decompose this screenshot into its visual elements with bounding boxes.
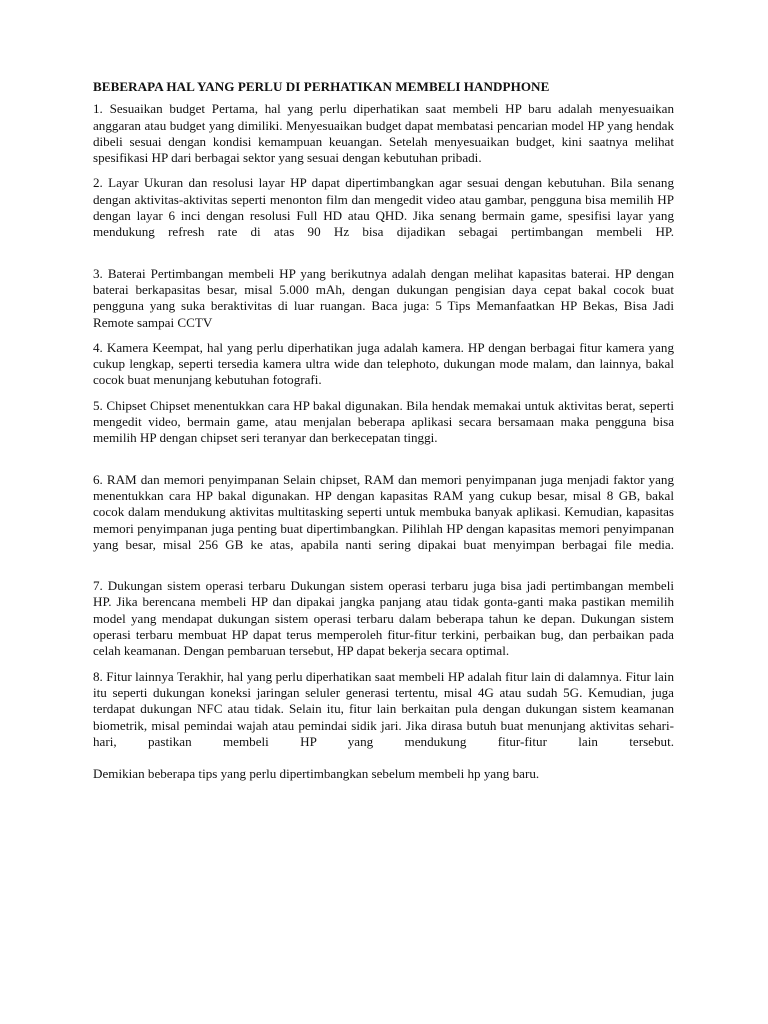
paragraph-kamera: 4. Kamera Keempat, hal yang perlu diperhatikan juga adalah kamera. HP dengan berbagai fitur kamera yang cukup lengkap, seperti tersedia kamera ultra wide dan telephoto, dukungan mode malam, dan lainnya, bakal cocok buat menunjang kebutuhan fotografi. <box>93 339 674 388</box>
paragraph-sistem-operasi: 7. Dukungan sistem operasi terbaru Dukungan sistem operasi terbaru juga bisa jadi pertimbangan membeli HP. Jika berencana membeli HP dan dipakai jangka panjang atau tidak gonta-ganti maka pastikan memilih model yang mendapat dukungan sistem operasi terbaru dalam beberapa tahun ke depan. Dukungan sistem operasi terbaru membuat HP dapat terus memperoleh fitur-fitur terkini, perbaikan bug, dan perbaikan pada celah keamanan. Dengan pembaruan tersebut, HP dapat bekerja secara optimal. <box>93 578 674 659</box>
paragraph-budget: 1. Sesuaikan budget Pertama, hal yang perlu diperhatikan saat membeli HP baru adalah menyesuaikan anggaran atau budget yang dimiliki. Menyesuaikan budget dapat membatasi pencarian model HP yang hendak dibeli sesuai dengan kondisi kemampuan keuangan. Setelah menyesuaikan budget, kini saatnya melihat spesifikasi HP dari berbagai sektor yang sesuai dengan kebutuhan pribadi. <box>93 101 674 166</box>
paragraph-ram-memori: 6. RAM dan memori penyimpanan Selain chipset, RAM dan memori penyimpanan juga menjadi faktor yang menentukkan cara HP bakal digunakan. HP dengan kapasitas RAM yang cukup besar, misal 8 GB, bakal cocok dalam mendukung aktivitas multitasking seperti untuk membuka banyak aplikasi. Kemudian, kapasitas memori penyimpanan juga penting buat dipertimbangkan. Pilihlah HP dengan kapasitas memori penyimpanan yang besar, misal 256 GB ke atas, apabila nanti sering dipakai buat menyimpan berbagai file media. <box>93 471 674 552</box>
document-body <box>93 79 674 782</box>
paragraph-chipset: 5. Chipset Chipset menentukkan cara HP bakal digunakan. Bila hendak memakai untuk aktivitas berat, seperti mengedit video, bermain game, atau menjalan beberapa aplikasi secara bersamaan maka pengguna bisa memilih HP dengan chipset seri teranyar dan berkecepatan tinggi. <box>93 397 674 446</box>
paragraph-baterai: 3. Baterai Pertimbangan membeli HP yang berikutnya adalah dengan melihat kapasitas baterai. HP dengan baterai berkapasitas besar, misal 5.000 mAh, dengan dukungan pengisian daya cepat bakal cocok buat pengguna yang suka beraktivitas di luar ruangan. Baca juga: 5 Tips Memanfaatkan HP Bekas, Bisa Jadi Remote sampai CCTV <box>93 265 674 330</box>
paragraph-fitur-lain: 8. Fitur lainnya Terakhir, hal yang perlu diperhatikan saat membeli HP adalah fitur lain di dalamnya. Fitur lain itu seperti dukungan koneksi jaringan seluler generasi tertentu, misal 4G atau sudah 5G. Kemudian, juga terdapat dukungan NFC atau tidak. Selain itu, fitur lain berkaitan pula dengan dukungan sistem keamanan biometrik, misal pemindai wajah atau pemindai sidik jari. Jika dirasa butuh buat menunjang aktivitas sehari-hari, pastikan membeli HP yang mendukung fitur-fitur lain tersebut. <box>93 668 674 749</box>
closing-sentence: Demikian beberapa tips yang perlu dipertimbangkan sebelum membeli hp yang baru. <box>93 766 540 782</box>
document-title: BEBERAPA HAL YANG PERLU DI PERHATIKAN MEMBELI HANDPHONE <box>93 79 550 94</box>
paragraph-layar: 2. Layar Ukuran dan resolusi layar HP dapat dipertimbangkan agar sesuai dengan kebutuhan. Bila senang dengan aktivitas-aktivitas seperti menonton film dan mengedit video atau gambar, pengguna bisa memilih HP dengan layar 6 inci dengan resolusi Full HD atau QHD. Jika senang bermain game, spesifisi layar yang mendukung refresh rate di atas 90 Hz bisa dijadikan sebagai pertimbangan membeli HP. <box>93 175 674 240</box>
